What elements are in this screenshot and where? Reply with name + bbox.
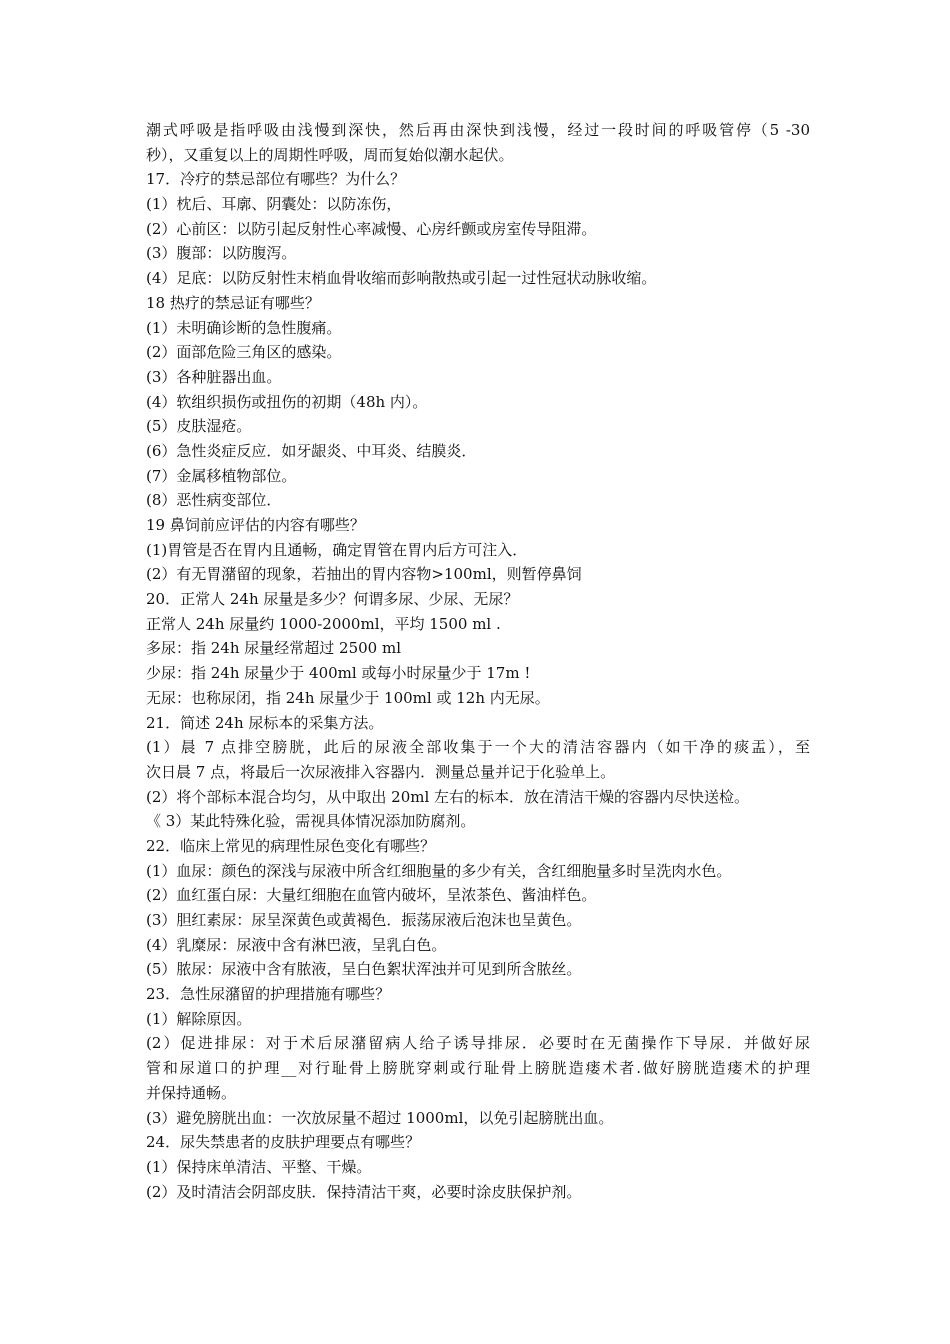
text-line: 并保持通畅。	[146, 1083, 237, 1102]
text-line: (1）枕后、耳廓、阴囊处：以防冻伤，	[146, 195, 402, 214]
text-line: (2）有无胃潴留的现象，若抽出的胃内容物>100ml，则暂停鼻饲	[146, 565, 582, 584]
text-line: (3）避免膀胱出血：一次放尿量不超过 1000ml，以免引起膀胱出血。	[146, 1108, 614, 1127]
text-line: (7）金属移植物部位。	[146, 466, 297, 485]
text-line: (2）将个部标本混合均匀，从中取出 20ml 左右的标本．放在清洁干燥的容器内尽快送检。	[146, 787, 750, 806]
text-line: (1）晨 7 点排空膀胱，此后的尿液全部收集于一个大的清洁容器内（如干净的痰盂），至	[146, 738, 810, 757]
text-line: (4）足底：以防反射性末梢血骨收缩而彭响散热或引起一过性冠状动脉收缩。	[146, 269, 657, 288]
text-line: 秒），又重复以上的周期性呼吸，周而复始似潮水起伏。	[146, 145, 514, 164]
text-line: 17．冷疗的禁忌部位有哪些？为什么？	[146, 170, 406, 189]
text-line: (2）心前区：以防引起反射性心率减慢、心房纤颤或房室传导阻滞。	[146, 219, 597, 238]
text-line: (1）血尿：颜色的深浅与尿液中所含红细胞量的多少有关，含红细胞量多时呈洗肉水色。	[146, 861, 732, 880]
text-line: 23．急性尿潴留的护理措施有哪些？	[146, 985, 391, 1004]
text-line: 22．临床上常见的病理性尿色变化有哪些？	[146, 836, 436, 855]
text-line: (3）腹部：以防腹泻。	[146, 244, 297, 263]
text-line: (5）脓尿：尿液中含有脓液，呈白色絮状浑浊并可见到所含脓丝。	[146, 960, 582, 979]
text-line: (6）急性炎症反应．如牙龈炎、中耳炎、结膜炎．	[146, 441, 477, 460]
text-line: (2）及时清洁会阴部皮肤．保持清沽干爽，必要时涂皮肤保护剂。	[146, 1182, 582, 1201]
text-line: (2）面部危险三角区的感染。	[146, 343, 342, 362]
text-line: 无尿：也称尿闭，指 24h 尿量少于 100ml 或 12h 内无尿。	[146, 688, 550, 707]
text-line: 潮式呼吸是指呼吸由浅慢到深快，然后再由深快到浅慢，经过一段时间的呼吸管停（5 -30	[146, 121, 810, 139]
text-line: 20．正常人 24h 尿量是多少？何谓多尿、少尿、无尿？	[146, 590, 519, 609]
text-line: (1）保持床单清洁、平整、干燥。	[146, 1157, 372, 1176]
text-line: 少尿：指 24h 尿量少于 400ml 或每小时尿量少于 17m !	[146, 664, 531, 683]
text-line: (1）未明确诊断的急性腹痛。	[146, 318, 342, 337]
text-line: 《 3）某此特殊化验，需视具体情况添加防腐剂。	[146, 812, 476, 831]
text-line: (1)胃管是否在胃内且通畅，确定胃管在胃内后方可注入．	[146, 540, 528, 559]
text-line: 管和尿道口的护理__对行耻骨上膀胱穿刺或行耻骨上膀胱造瘘术者.做好膀胱造瘘术的护理	[146, 1059, 810, 1078]
text-line: 21．简述 24h 尿标本的采集方法。	[146, 713, 384, 732]
text-line: (3）胆红素尿：尿呈深黄色或黄褐色．振荡尿液后泡沫也呈黄色。	[146, 911, 582, 929]
text-line: 19 鼻饲前应评估的内容有哪些？	[146, 516, 365, 534]
text-line: (2）促进排尿：对于术后尿潴留病人给子诱导排尿．必要时在无菌操作下导尿．并做好尿	[146, 1034, 810, 1053]
text-line: 24．尿失禁患者的皮肤护理要点有哪些？	[146, 1133, 421, 1152]
text-line: (4）乳糜尿：尿液中含有淋巴液，呈乳白色。	[146, 935, 447, 954]
text-line: 次日晨 7 点，将最后一次尿液排入容器内．测量总量并记于化验单上。	[146, 762, 616, 781]
document-page	[146, 118, 810, 1204]
text-line: 正常人 24h 尿量约 1000-2000ml，平均 1500 ml .	[146, 614, 501, 633]
text-line: (5）皮肤湿疮。	[146, 417, 252, 436]
text-line: (2）血红蛋白尿：大量红细胞在血管内破坏，呈浓茶色、酱油样色。	[146, 886, 597, 905]
text-line: (4）软组织损伤或扭伤的初期（48h 内）。	[146, 392, 428, 411]
text-line: 多尿：指 24h 尿量经常超过 2500 ml	[146, 639, 402, 658]
text-line: 18 热疗的禁忌证有哪些？	[146, 293, 320, 312]
text-line: (3）各种脏器出血。	[146, 367, 282, 386]
text-line: (8）恶性病变部位．	[146, 491, 282, 510]
text-line: (1）解除原因。	[146, 1009, 252, 1028]
